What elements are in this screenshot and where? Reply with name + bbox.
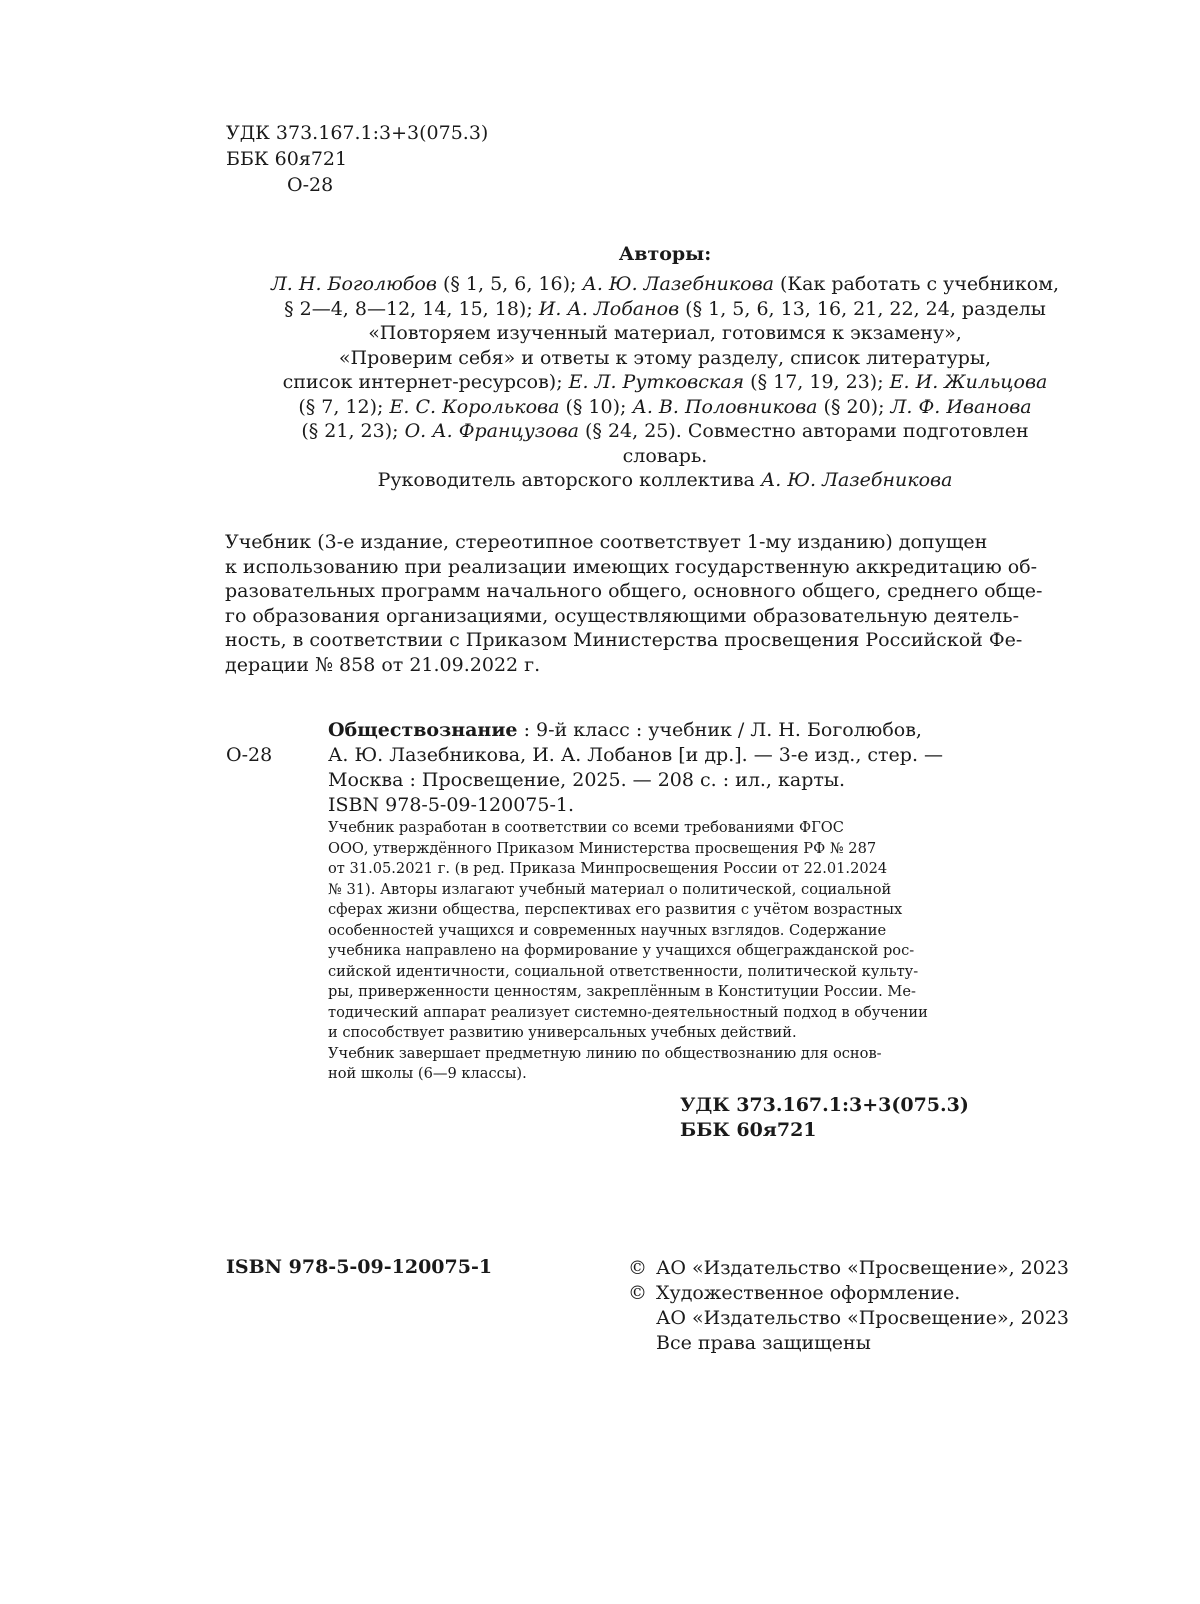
card-title-line [328, 718, 964, 743]
author-text: Руководитель авторского коллектива [377, 469, 761, 491]
authors-line [225, 419, 1105, 444]
author-text: словарь. [622, 444, 708, 467]
bbk-code: ББК 60я721 [226, 148, 348, 170]
authors-title: Авторы: [618, 243, 712, 265]
author-text: «Проверим себя» и ответы к этому разделу, список литературы, [338, 346, 992, 369]
authors-line [225, 370, 1105, 395]
udk-code: УДК 373.167.1:3+3(075.3) [226, 122, 489, 144]
copyright-block [628, 1256, 1069, 1356]
annotation-line: Учебник разработан в соответствии со всеми требованиями ФГОС [328, 819, 844, 836]
author-text: «Повторяем изученный материал, готовимся к экзамену», [368, 322, 962, 344]
author-text: (§ 24, 25). Совместно авторами подготовлен [578, 420, 1029, 442]
annotation-line: сийской идентичности, социальной ответственности, политической культу- [328, 962, 919, 980]
author-text: (Как работать с учебником, [773, 273, 1060, 295]
approval-paragraph [225, 530, 1105, 678]
card-codes [680, 1093, 969, 1143]
author-mark: О-28 [287, 174, 334, 196]
author-text: § 2—4, 8—12, 14, 15, 18); [284, 297, 539, 320]
annotation-line: от 31.05.2021 г. (в ред. Приказа Минпросвещения России от 22.01.2024 [328, 860, 888, 877]
annotation-line: учебника направлено на формирование у учащихся общегражданской рос- [328, 942, 915, 959]
author-text: (§ 20); [817, 395, 891, 418]
authors-line [225, 395, 1105, 420]
card-title-rest: : 9-й класс : учебник / Л. Н. Боголюбов, [517, 719, 922, 741]
author-text: (§ 10); [559, 395, 633, 418]
book-title: Обществознание [328, 719, 518, 741]
card-bbk: ББК 60я721 [680, 1119, 817, 1141]
approval-line: го образования организациями, осуществляющими образовательную деятель- [225, 604, 1020, 627]
approval-line: к использованию при реализации имеющих государственную аккредитацию об- [225, 555, 1038, 578]
annotation [328, 818, 964, 1085]
authors-line [225, 297, 1105, 322]
copyright-symbol: © [628, 1257, 647, 1279]
rights-reserved: Все права защищены [656, 1332, 871, 1354]
authors-line [225, 444, 1105, 469]
copyright-design: Художественное оформление. [656, 1282, 961, 1304]
author-name: Е. И. Жильцова [889, 371, 1048, 393]
authors-line [225, 468, 1105, 493]
author-name: А. Ю. Лазебникова [760, 469, 953, 491]
annotation-line: ной школы (6—9 классы). [328, 1065, 527, 1082]
approval-line: разовательных программ начального общего, основного общего, среднего обще- [225, 580, 1043, 603]
author-name: Л. Ф. Иванова [890, 395, 1032, 418]
card-udk: УДК 373.167.1:3+3(075.3) [680, 1094, 969, 1116]
card-author-mark: О-28 [226, 744, 273, 766]
copyright-symbol: © [628, 1282, 647, 1304]
copyright-row-3: АО «Издательство «Просвещение», 2023 [656, 1307, 1069, 1329]
copyright-publisher: АО «Издательство «Просвещение», 2023 [656, 1257, 1069, 1279]
annotation-line: ООО, утверждённого Приказом Министерства просвещения РФ № 287 [328, 839, 877, 857]
author-name: Л. Н. Боголюбов [270, 273, 437, 295]
author-name: Е. Л. Рутковская [568, 371, 745, 393]
author-text: (§ 21, 23); [301, 420, 405, 442]
bibliographic-record [328, 718, 964, 818]
author-text: (§ 1, 5, 6, 16); [436, 273, 583, 295]
annotation-line: и способствует развитию универсальных учебных действий. [328, 1024, 797, 1041]
author-text: (§ 1, 5, 6, 13, 16, 21, 22, 24, разделы [679, 297, 1046, 320]
annotation-line: Учебник завершает предметную линию по обществознанию для основ- [328, 1044, 882, 1062]
approval-line: дерации № 858 от 21.09.2022 г. [225, 653, 541, 676]
annotation-line: ры, приверженности ценностям, закреплённым в Конституции России. Ме- [328, 983, 916, 1000]
authors-line [225, 272, 1105, 297]
authors-line [225, 346, 1105, 371]
copyright-row-2 [628, 1281, 1069, 1306]
copyright-row-1 [628, 1256, 1069, 1281]
author-name: А. Ю. Лазебникова [582, 273, 774, 295]
author-name: И. А. Лобанов [538, 297, 680, 320]
author-text: (§ 17, 19, 23); [744, 371, 890, 393]
card-line-2: А. Ю. Лазебникова, И. А. Лобанов [и др.]. — 3-е изд., стер. — [328, 744, 944, 766]
annotation-line: особенностей учащихся и современных научных взглядов. Содержание [328, 921, 887, 939]
approval-line: ность, в соответствии с Приказом Министерства просвещения Российской Фе- [225, 629, 1023, 652]
author-name: Е. С. Королькова [389, 395, 560, 418]
card-line-3: Москва : Просвещение, 2025. — 208 с. : ил., карты. [328, 769, 846, 791]
author-text: (§ 7, 12); [298, 395, 390, 418]
annotation-line: сферах жизни общества, перспективах его развития с учётом возрастных [328, 901, 903, 918]
authors-list [225, 272, 1105, 493]
author-name: А. В. Половникова [632, 395, 818, 418]
authors-line [225, 321, 1105, 346]
author-text: список интернет-ресурсов); [282, 371, 569, 393]
annotation-line: № 31). Авторы излагают учебный материал о политической, социальной [328, 880, 892, 898]
author-name: О. А. Французова [404, 420, 579, 442]
approval-line: Учебник (3-е издание, стереотипное соответствует 1-му изданию) допущен [225, 531, 988, 553]
isbn-footer: ISBN 978-5-09-120075-1 [226, 1256, 493, 1278]
card-isbn: ISBN 978-5-09-120075-1. [328, 794, 575, 816]
annotation-line: тодический аппарат реализует системно-деятельностный подход в обучении [328, 1003, 928, 1021]
